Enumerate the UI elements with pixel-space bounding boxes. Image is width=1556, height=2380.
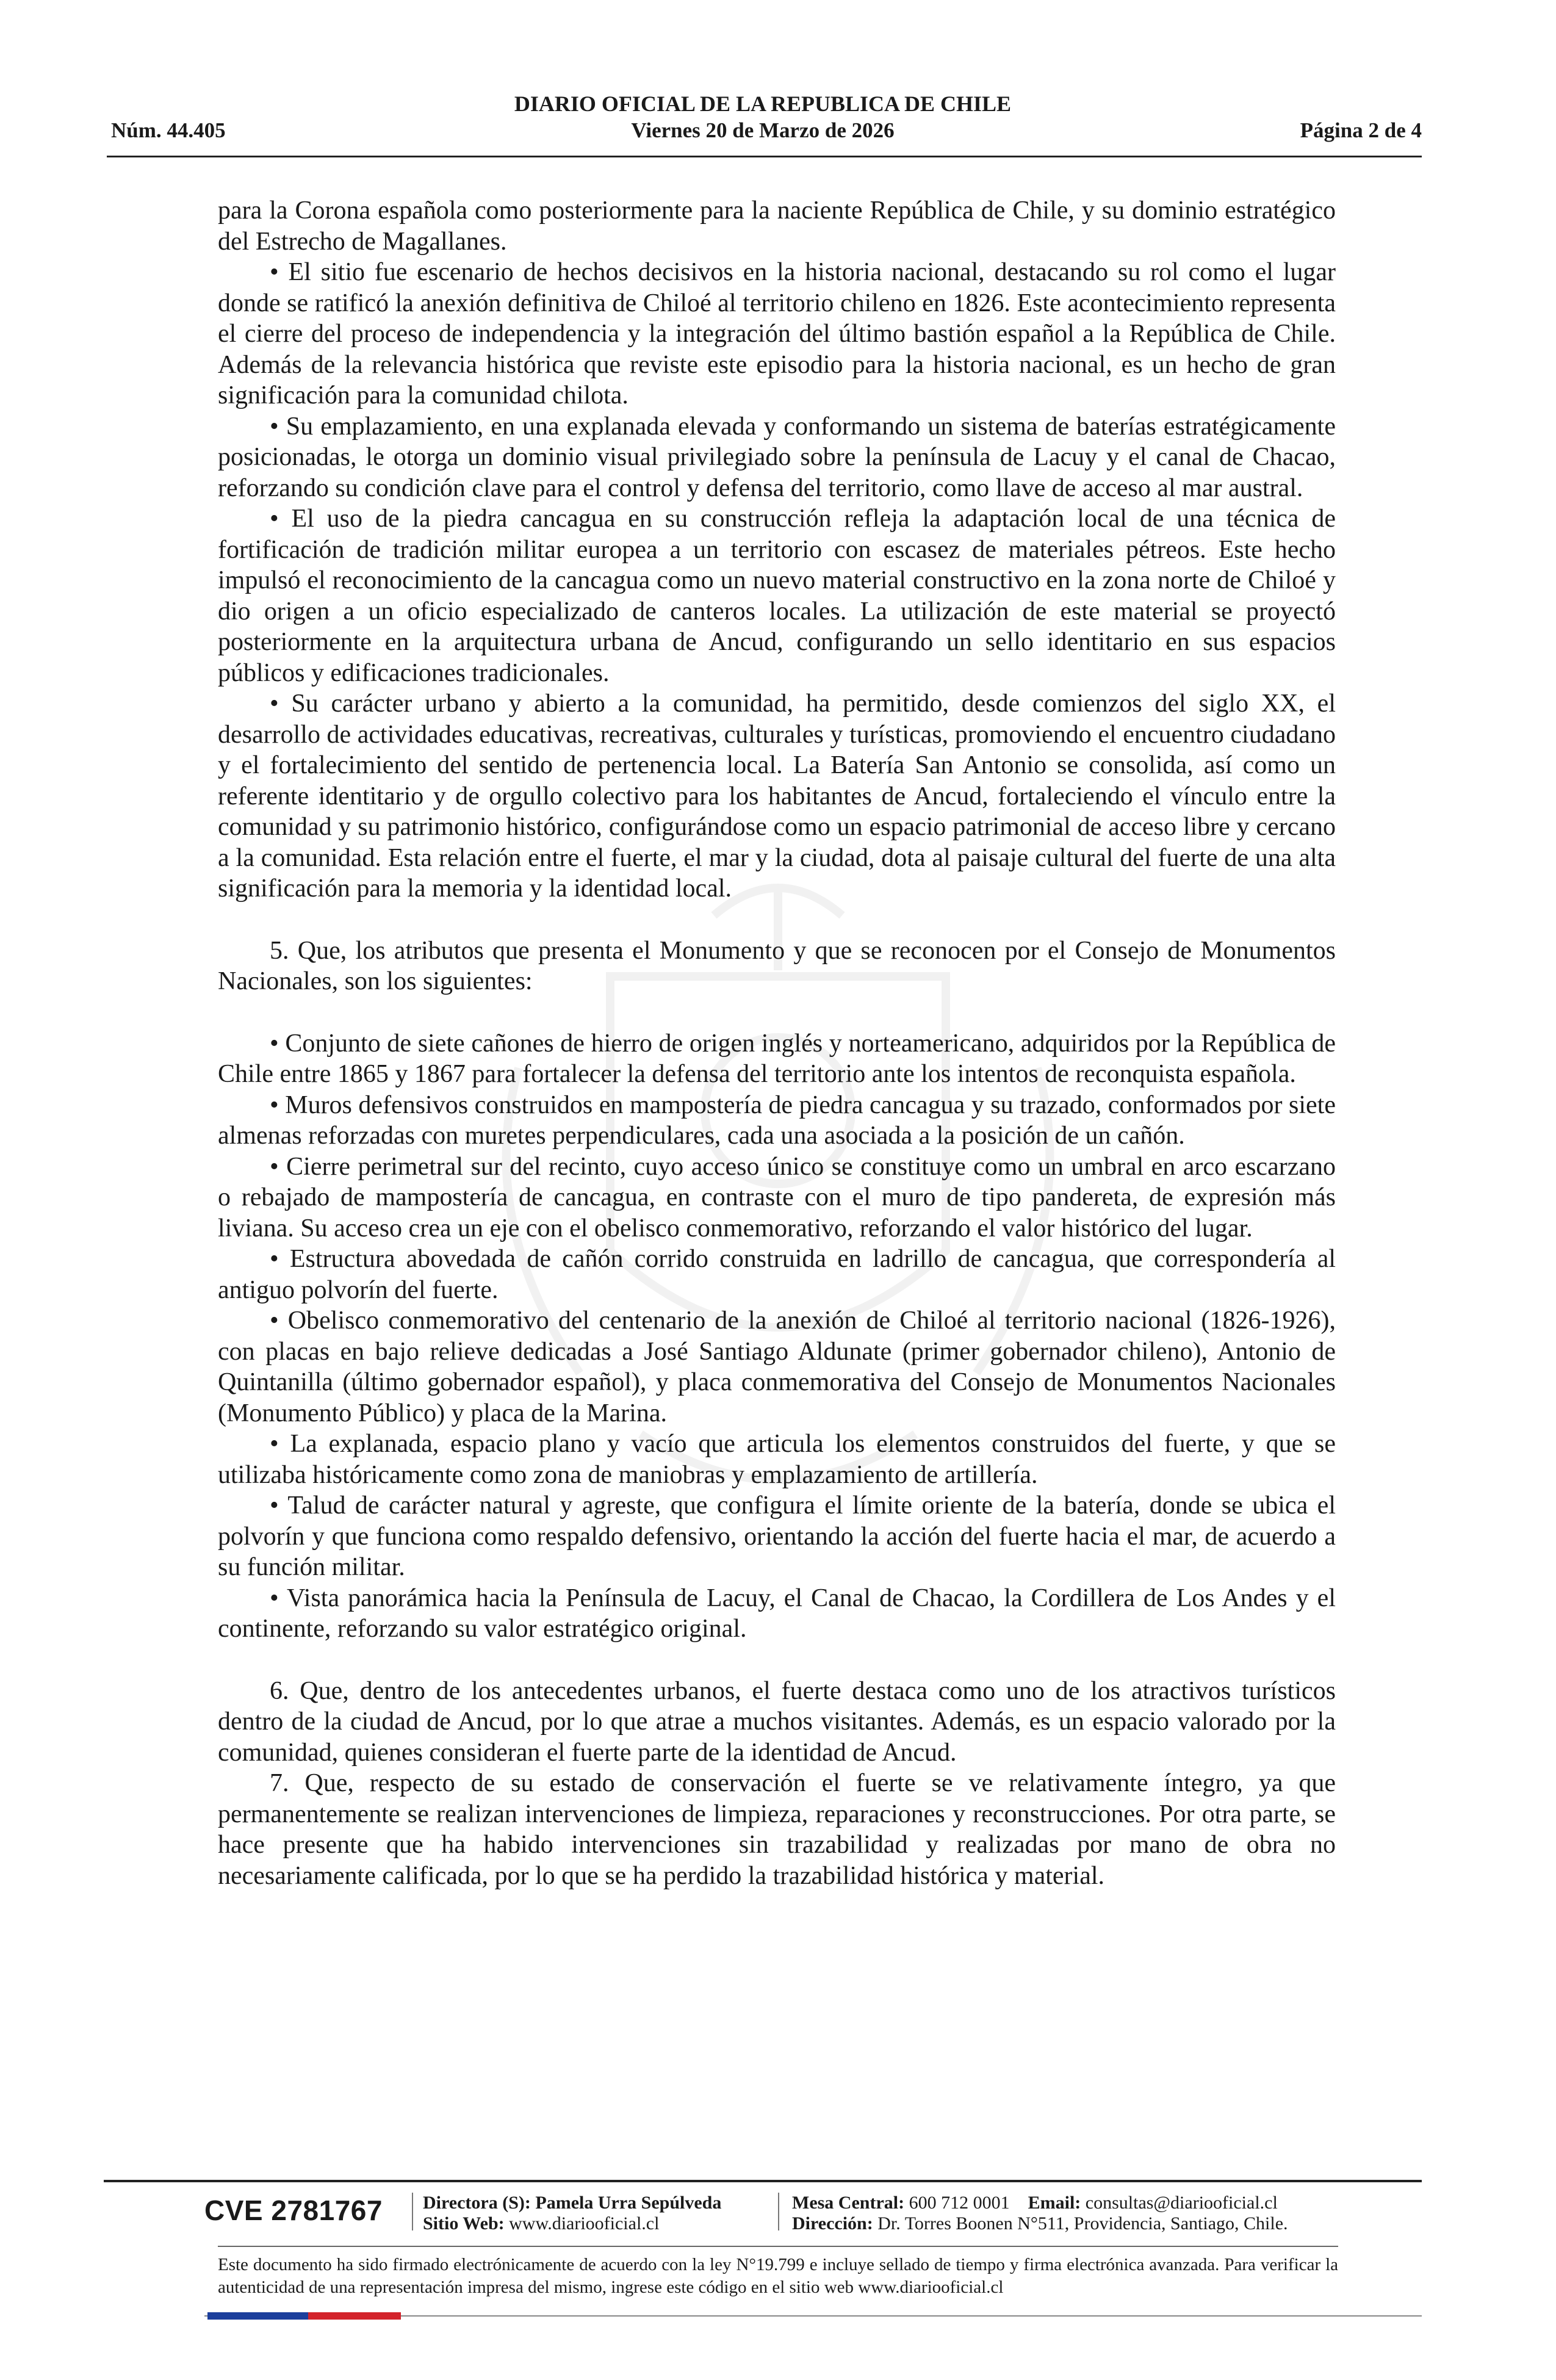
paragraph: • Su carácter urbano y abierto a la comunidad, ha permitido, desde comienzos del siglo XX, el desarrollo de actividades educativas, recreativas, culturales y turísticas, promoviendo el encuentro ciudadano y el fortalecimiento del sentido de pertenencia local. La Batería San Antonio se consolida, así como un referente identitario y de orgullo colectivo para los habitantes de Ancud, fortaleciendo el vínculo entre la comunidad y su patrimonio histórico, configurándose como un espacio patrimonial de acceso libre y cercano a la comunidad. Esta relación entre el fuerte, el mar y la ciudad, dota al paisaje cultural del fuerte de una alta significación para la memoria y la identidad local. <box>218 690 1336 903</box>
director-label: Directora (S): <box>423 2193 531 2213</box>
document-body <box>218 195 1336 1891</box>
paragraph: • El sitio fue escenario de hechos decisivos en la historia nacional, destacando su rol como el lugar donde se ratificó la anexión definitiva de Chiloé al territorio chileno en 1826. Este acontecimiento representa el cierre del proceso de independencia y la integración del último bastión español a la República de Chile. Además de la relevancia histórica que reviste este episodio para la historia nacional, es un hecho de gran significación para la comunidad chilota. <box>218 258 1336 409</box>
paragraph: • Cierre perimetral sur del recinto, cuyo acceso único se constituye como un umbral en arco escarzano o rebajado de mampostería de cancagua, en contraste con el muro de tipo pandereta, de expresión más liviana. Su acceso crea un eje con el obelisco conmemorativo, reforzando el valor histórico del lugar. <box>218 1152 1336 1242</box>
footer-separator <box>778 2193 779 2230</box>
paragraph: • Muros defensivos construidos en mampostería de piedra cancagua y su trazado, conformados por siete almenas reforzadas con muretes perpendiculares, cada una asociada a la posición de un cañón. <box>218 1091 1336 1150</box>
flag-stripe-red <box>308 2312 401 2320</box>
paragraph: 6. Que, dentro de los antecedentes urbanos, el fuerte destaca como uno de los atractivos turísticos dentro de la ciudad de Ancud, por lo que atrae a muchos visitantes. Además, es un espacio valorado por la comunidad, quienes consideran el fuerte parte de la identidad de Ancud. <box>218 1676 1336 1767</box>
footer-separator <box>412 2193 413 2230</box>
director-name: Pamela Urra Sepúlveda <box>535 2193 722 2213</box>
web-label: Sitio Web: <box>423 2213 505 2234</box>
cve-code: CVE 2781767 <box>204 2194 383 2226</box>
paragraph: 5. Que, los atributos que presenta el Monumento y que se reconocen por el Consejo de Monumentos Nacionales, son los siguientes: <box>218 936 1336 995</box>
page-indicator: Página 2 de 4 <box>1300 118 1422 142</box>
email-label: Email: <box>1028 2193 1081 2213</box>
paragraph: • Conjunto de siete cañones de hierro de origen inglés y norteamericano, adquiridos por la República de Chile entre 1865 y 1867 para fortalecer la defensa del territorio ante los intentos de reconquista española. <box>218 1029 1336 1088</box>
issue-date: Viernes 20 de Marzo de 2026 <box>631 118 895 142</box>
page-header <box>104 90 1422 145</box>
phone-label: Mesa Central: <box>792 2193 905 2213</box>
publication-title: DIARIO OFICIAL DE LA REPUBLICA DE CHILE <box>514 92 1012 116</box>
footer-director-block <box>423 2193 721 2234</box>
phone-value: 600 712 0001 <box>909 2193 1010 2213</box>
paragraph: • El uso de la piedra cancagua en su construcción refleja la adaptación local de una técnica de fortificación de tradición militar europea a un territorio con escasez de materiales pétreos. Este hecho impulsó el reconocimiento de la cancagua como un nuevo material constructivo en la zona norte de Chiloé y dio origen a un oficio especializado de canteros locales. La utilización de este material se proyectó posteriormente en la arquitectura urbana de Ancud, configurando un sello identitario en sus espacios públicos y edificaciones tradicionales. <box>218 505 1336 687</box>
paragraph: 7. Que, respecto de su estado de conservación el fuerte se ve relativamente íntegro, ya que permanentemente se realizan intervenciones de limpieza, reparaciones y reconstrucciones. Por otra parte, se hace presente que ha habido intervenciones sin trazabilidad y realizadas por mano de obra no necesariamente calificada, por lo que se ha perdido la trazabilidad histórica y material. <box>218 1769 1336 1890</box>
paragraph: • Estructura abovedada de cañón corrido construida en ladrillo de cancagua, que correspondería al antiguo polvorín del fuerte. <box>218 1245 1336 1304</box>
issue-number: Núm. 44.405 <box>111 118 226 142</box>
paragraph: • Obelisco conmemorativo del centenario de la anexión de Chiloé al territorio nacional (1826-1926), con placas en bajo relieve dedicadas a José Santiago Aldunate (primer gobernador chileno), Antonio de Quintanilla (último gobernador español), y placa conmemorativa del Consejo de Monumentos Nacionales (Monumento Público) y placa de la Marina. <box>218 1307 1336 1427</box>
address-value: Dr. Torres Boonen N°511, Providencia, Santiago, Chile. <box>877 2213 1288 2234</box>
paragraph: • La explanada, espacio plano y vacío que articula los elementos construidos del fuerte, y que se utilizaba históricamente como zona de maniobras y emplazamiento de artillería. <box>218 1430 1336 1489</box>
footer-thin-divider <box>218 2246 1338 2247</box>
header-divider <box>107 156 1422 157</box>
paragraph: • Su emplazamiento, en una explanada elevada y conformando un sistema de baterías estratégicamente posicionadas, le otorga un dominio visual privilegiado sobre la península de Lacuy y el canal de Chacao, reforzando su condición clave para el control y defensa del territorio, como llave de acceso al mar austral. <box>218 412 1336 502</box>
paragraph: • Talud de carácter natural y agreste, que configura el límite oriente de la batería, donde se ubica el polvorín y que funciona como respaldo defensivo, orientando la acción del fuerte hacia el mar, de acuerdo a su función militar. <box>218 1491 1336 1581</box>
footer-divider <box>104 2180 1422 2182</box>
footer-contact-block <box>792 2193 1288 2234</box>
paragraph: para la Corona española como posteriormente para la naciente República de Chile, y su dominio estratégico del Estrecho de Magallanes. <box>218 197 1336 256</box>
paragraph: • Vista panorámica hacia la Península de Lacuy, el Canal de Chacao, la Cordillera de Los Andes y el continente, reforzando su valor estratégico original. <box>218 1584 1336 1643</box>
address-label: Dirección: <box>792 2213 873 2234</box>
email-link[interactable]: consultas@diariooficial.cl <box>1085 2193 1278 2213</box>
flag-stripe-blue <box>207 2312 308 2320</box>
legal-notice: Este documento ha sido firmado electrónicamente de acuerdo con la ley N°19.799 e incluye sellado de tiempo y firma electrónica avanzada. Para verificar la autenticidad de una representación impresa del mismo, ingrese este código en el sitio web www.diariooficial.cl <box>218 2255 1338 2297</box>
web-link[interactable]: www.diariooficial.cl <box>509 2213 660 2234</box>
